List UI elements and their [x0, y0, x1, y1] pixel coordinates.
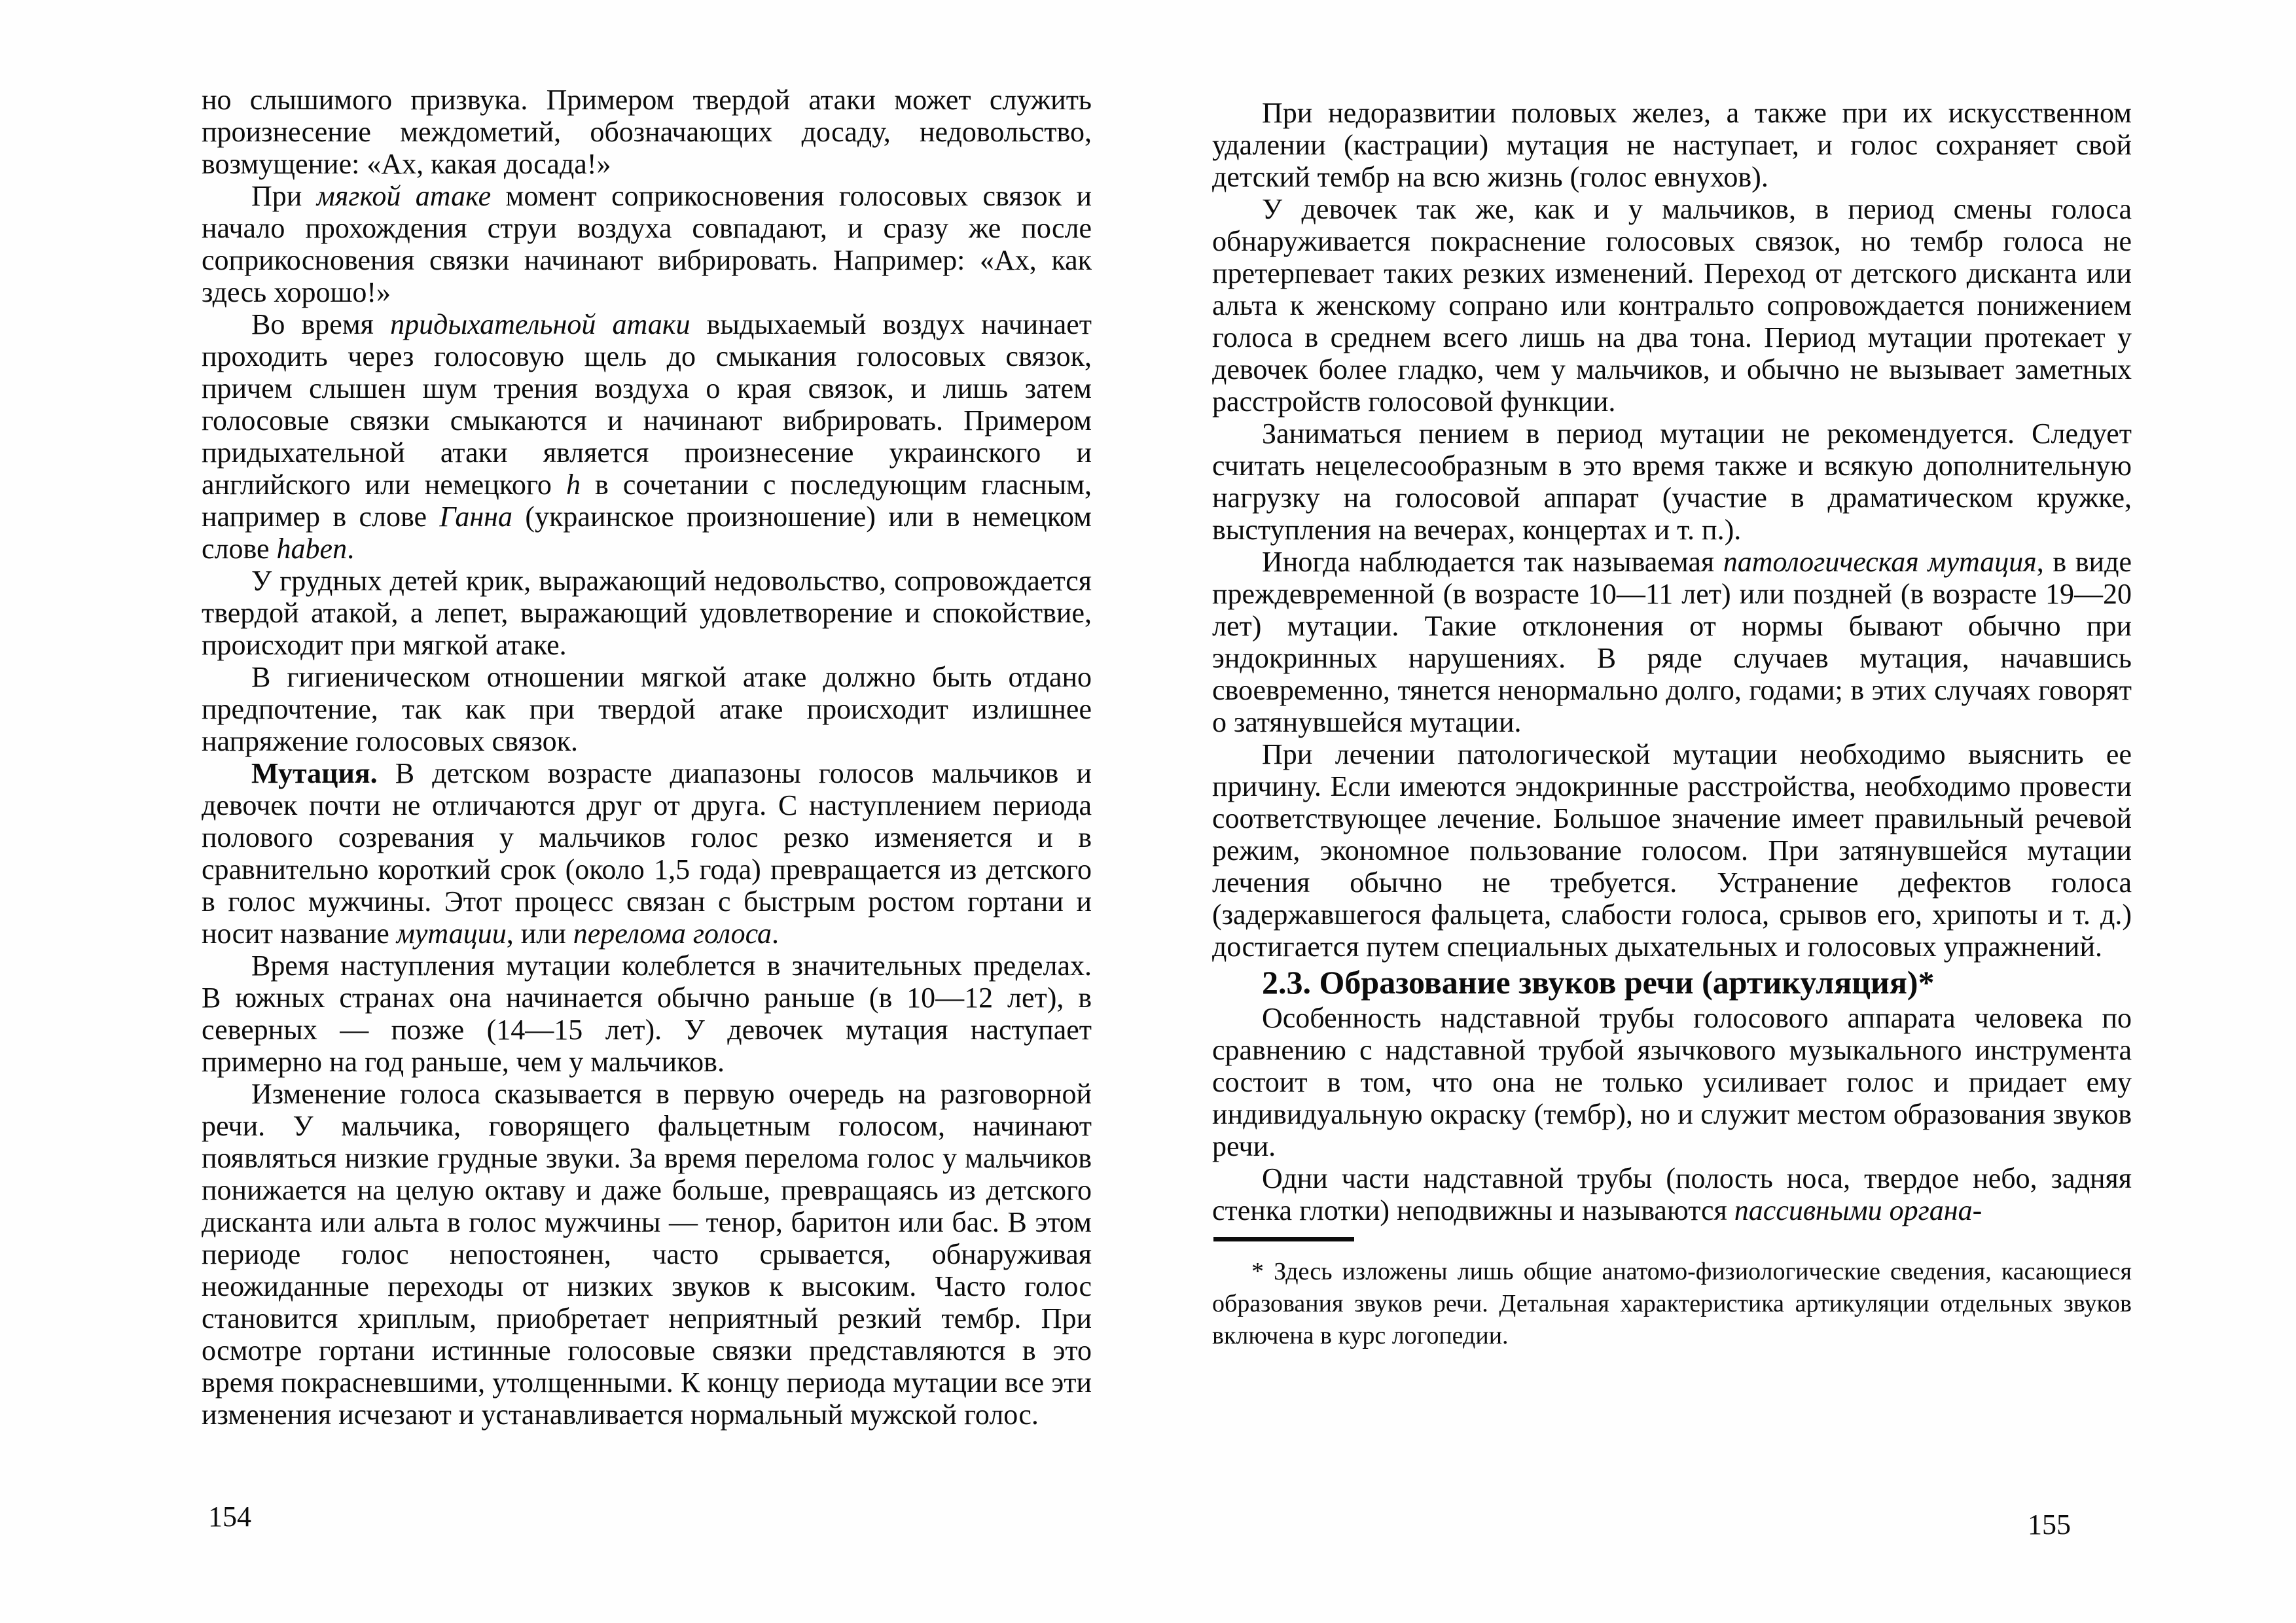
paragraph — [1212, 193, 2132, 418]
left-page-text — [202, 84, 1092, 1431]
text-segment: , в виде преждевременной (в возрасте 10—11 лет) или поздней (в возрасте 19—20 лет) мутации. Такие отклонения от нормы бывают обычно при эндокринных нарушениях. В ряде случаев мутация, начавшись своевременно, тянется ненормально долго, годами; в этих случаях говорят о затянувшейся мутации. — [1212, 546, 2132, 738]
text-segment: Изменение голоса сказывается в первую очередь на разговорной речи. У мальчика, говорящего фальцетным голосом, начинают появляться низкие грудные звуки. За время перелома голос у мальчиков понижается на целую октаву и даже больше, превращаясь из детского дисканта или альта в голос мужчины — тенор, баритон или бас. В этом периоде голос непостоянен, часто срывается, обнаруживая неожиданные переходы от низких звуков к высоким. Часто голос становится хриплым, приобретает неприятный резкий тембр. При осмотре гортани истинные голосовые связки представляются в это время покрасневшими, утолщенными. К концу периода мутации все эти изменения исчезают и устанавливается нормальный мужской голос. — [202, 1078, 1092, 1431]
footnote-divider — [1213, 1237, 1354, 1241]
text-segment: Одни части надставной трубы (полость носа, твердое небо, задняя стенка глотки) неподвижны и называются — [1212, 1162, 2132, 1226]
paragraph — [202, 84, 1092, 180]
paragraph — [202, 308, 1092, 565]
footnote-block — [1212, 1237, 2132, 1352]
text-segment: патологическая мутация — [1723, 546, 2037, 578]
paragraph — [202, 180, 1092, 308]
paragraph — [1212, 97, 2132, 193]
text-segment: Заниматься пением в период мутации не рекомендуется. Следует считать нецелесообразным в это время также и всякую дополнительную нагрузку на голосовой аппарат (участие в драматическом кружке, выступления на вечерах, концертах и т. п.). — [1212, 418, 2132, 546]
text-segment: Мутация. — [251, 757, 378, 789]
page-number-left: 154 — [208, 1501, 251, 1533]
paragraph — [202, 1078, 1092, 1431]
text-segment: * Здесь изложены лишь общие анатомо-физиологические сведения, касающиеся образования звуков речи. Детальная характеристика артикуляции отдельных звуков включена в курс логопедии. — [1212, 1258, 2132, 1349]
text-segment: , или — [506, 918, 573, 950]
text-segment: Особенность надставной трубы голосового аппарата человека по сравнению с надставной трубой язычкового музыкального инструмента состоит в том, что она не только усиливает голос и придает ему индивидуальную окраску (тембр), но и служит местом образования звуков речи. — [1212, 1002, 2132, 1162]
paragraph — [1212, 1002, 2132, 1162]
text-segment: У грудных детей крик, выражающий недовольство, сопровождается твердой атакой, а лепет, выражающий удовлетворение и спокойствие, происходит при мягкой атаке. — [202, 565, 1092, 661]
paragraph — [1212, 1162, 2132, 1226]
paragraph — [1212, 1256, 2132, 1352]
text-segment: Во время — [251, 308, 391, 340]
text-segment: В детском возрасте диапазоны голосов мальчиков и девочек почти не отличаются друг от друга. С наступлением периода полового созревания у мальчиков голос резко изменяется и в сравнительно короткий срок (около 1,5 года) превращается из детского в голос мужчины. Этот процесс связан с быстрым ростом гортани и носит название — [202, 757, 1092, 950]
text-segment: Время наступления мутации колеблется в значительных пределах. В южных странах она начинается обычно раньше (в 10—12 лет), в северных — позже (14—15 лет). У девочек мутация наступает примерно на год раньше, чем у мальчиков. — [202, 950, 1092, 1078]
text-segment: момент соприкосновения голосовых связок и начало прохождения струи воздуха совпадают, и сразу же после соприкосновения связки начинают вибрировать. Например: «Ах, как здесь хорошо!» — [202, 180, 1092, 308]
text-segment: . — [347, 533, 355, 565]
paragraph — [202, 757, 1092, 950]
text-segment: В гигиеническом отношении мягкой атаке должно быть отдано предпочтение, так как при твердой атаке происходит излишнее напряжение голосовых связок. — [202, 661, 1092, 757]
right-page-bottom-paragraphs — [1212, 1002, 2132, 1226]
section-heading: 2.3. Образование звуков речи (артикуляция)* — [1262, 964, 1935, 1001]
right-page-top-paragraphs — [1212, 97, 2132, 963]
text-segment: придыхательной атаки — [390, 308, 691, 340]
paragraph — [1212, 418, 2132, 546]
text-segment: (украинское произношение) или в немецком слове — [202, 501, 1092, 565]
text-segment: выдыхаемый воздух начинает проходить через голосовую щель до смыкания голосовых связок, причем слышен шум трения воздуха о края связок, и лишь затем голосовые связки смыкаются и начинают вибрировать. Примером придыхательной атаки является произнесение украинского и английского или немецкого — [202, 308, 1092, 501]
page-number-right: 155 — [2028, 1508, 2071, 1541]
paragraph — [202, 950, 1092, 1078]
text-segment: но слышимого призвука. Примером твердой атаки может служить произнесение междометий, обозначающих досаду, недовольство, возмущение: «Ах, какая досада!» — [202, 84, 1092, 180]
text-segment: h — [565, 469, 581, 501]
text-segment: пассивными органа- — [1734, 1194, 1982, 1226]
paragraph — [202, 661, 1092, 757]
footnote-text — [1212, 1256, 2132, 1352]
paragraph — [202, 565, 1092, 661]
text-segment: перелома голоса — [573, 918, 772, 950]
text-segment: При недоразвитии половых желез, а также при их искусственном удалении (кастрации) мутация не наступает, и голос сохраняет свой детский тембр на всю жизнь (голос евнухов). — [1212, 97, 2132, 193]
text-segment: мягкой атаке — [316, 180, 492, 212]
text-segment: мутации — [396, 918, 507, 950]
paragraph — [1212, 738, 2132, 963]
text-segment: haben — [276, 533, 348, 565]
text-segment: Ганна — [439, 501, 513, 533]
right-page-text — [1212, 97, 2132, 1352]
text-segment: Иногда наблюдается так называемая — [1262, 546, 1723, 578]
text-segment: При лечении патологической мутации необходимо выяснить ее причину. Если имеются эндокринные расстройства, необходимо провести соответствующее лечение. Большое значение имеет правильный речевой режим, экономное пользование голосом. При затянувшейся мутации лечения обычно не требуется. Устранение дефектов голоса (задержавшегося фальцета, слабости голоса, срывов его, хрипоты и т. д.) достигается путем специальных дыхательных и голосовых упражнений. — [1212, 738, 2132, 963]
text-segment: У девочек так же, как и у мальчиков, в период смены голоса обнаруживается покраснение голосовых связок, но тембр голоса не претерпевает таких резких изменений. Переход от детского дисканта или альта к женскому сопрано или контральто сопровождается понижением голоса в среднем всего лишь на два тона. Период мутации протекает у девочек более гладко, чем у мальчиков, и обычно не вызывает заметных расстройств голосовой функции. — [1212, 193, 2132, 418]
text-segment: При — [251, 180, 317, 212]
text-segment: . — [772, 918, 780, 950]
text-segment: в сочетании с последующим гласным, например в слове — [202, 469, 1092, 533]
paragraph — [1212, 546, 2132, 738]
